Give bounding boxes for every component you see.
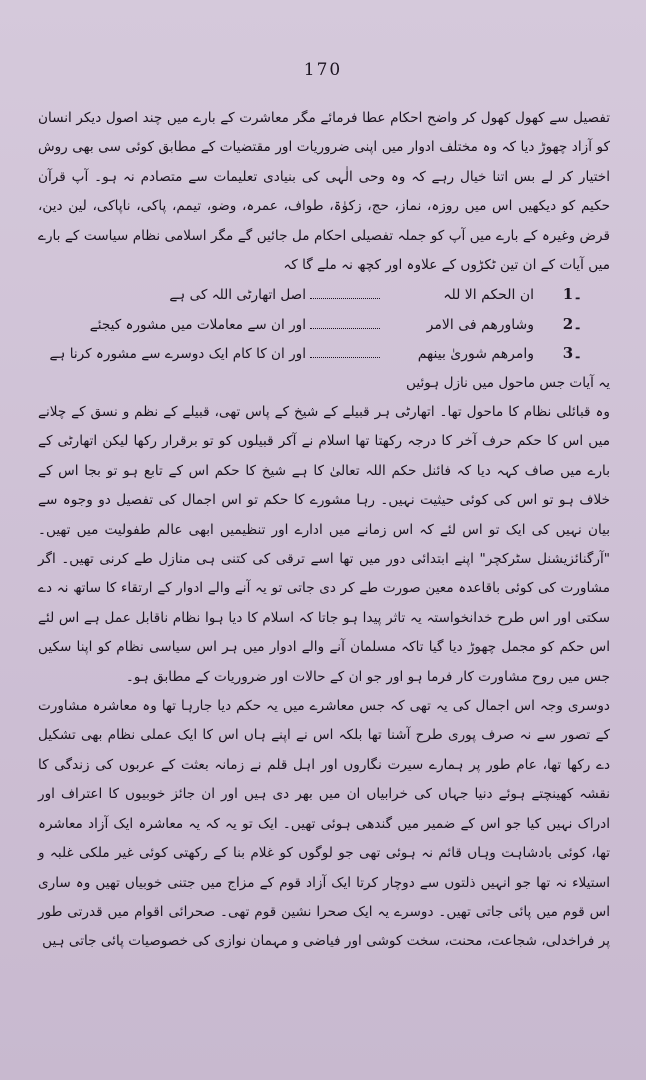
verse-meaning: اصل اتھارٹی اللہ کی ہے [169, 287, 306, 304]
verse-item-1 [38, 280, 610, 309]
verse-item-2 [38, 310, 610, 339]
verse-arabic: وامرھم شوریٰ بینھم [417, 346, 534, 363]
paragraph-intro: تفصیل سے کھول کھول کر واضح احکام عطا فرمائے مگر معاشرت کے بارے میں چند اصول دیکر انسان کو آزاد چھوڑ دیا کہ وہ مختلف ادوار میں اپنی ضروریات اور مقتضیات کے مطابق کوئی سی بھی روش اختیار کر لے بس اتنا خیال رہے کہ وہ وحی الٰہی کی بنیادی تعلیمات سے متصادم نہ ہو۔ آپ قرآن حکیم کو دیکھیں اس میں روزہ، نماز، حج، زکوٰۃ، طواف، عمرہ، وضو، تیمم، پاکی، ناپاکی، لین دین، قرض وغیرہ کے بارے میں آپ کو جملہ تفصیلی احکام مل جائیں گے مگر اسلامی نظام سیاست کے بارے میں آیات کے ان تین ٹکڑوں کے علاوہ اور کچھ نہ ملے گا کہ [38, 110, 610, 274]
verse-arabic: ان الحکم الا للہ [443, 287, 534, 304]
verse-number: 3۔ [562, 344, 582, 363]
verse-number: 1۔ [562, 285, 582, 304]
verse-number: 2۔ [562, 314, 582, 333]
page-body [38, 104, 610, 957]
verse-list [38, 280, 610, 368]
verses-caption: یہ آیات جس ماحول میں نازل ہوئیں [406, 374, 610, 391]
verse-arabic: وشاورھم فی الامر [426, 316, 534, 333]
dotted-leader [310, 297, 380, 299]
verse-item-3 [38, 339, 610, 368]
verse-meaning: اور ان کا کام ایک دوسرے سے مشورہ کرنا ہے [49, 346, 306, 363]
page-number: 170 [303, 60, 343, 80]
verse-meaning: اور ان سے معاملات میں مشورہ کیجئے [89, 316, 306, 333]
paragraph-second-reason: دوسری وجہ اس اجمال کی یہ تھی کہ جس معاشرے میں یہ حکم دیا جارہا تھا وہ معاشرہ مشاورت کے تصور سے نہ صرف پوری طرح آشنا تھا بلکہ اس نے اپنے ہاں اس کا ایک عملی نظام بھی تشکیل دے رکھا تھا، عام طور پر ہمارے سیرت نگاروں اور اہل قلم نے زمانہ بعثت کے عربوں کی زندگی کا نقشہ کھینچتے ہوئے دنیا جہاں کی خرابیاں ان میں بھر دی ہیں اور ان جائز خوبیوں کا اعتراف اور ادراک نہیں کیا جو اس کے ضمیر میں گندھی ہوئی تھیں۔ ایک تو یہ کہ یہ معاشرہ ایک آزاد معاشرہ تھا، کوئی بادشاہت وہاں قائم نہ ہوئی تھی جو لوگوں کو غلام بنا کے رکھتی کوئی غیر ملکی غلبہ و استیلاء نہ تھا جو انہیں ذلتوں سے دوچار کرتا ایک آزاد قوم کے مزاج میں جتنی خوبیاں تھیں وہ ساری اس قوم میں پائی جاتی تھیں۔ دوسرے یہ ایک صحرا نشین قوم تھی۔ صحرائی اقوام میں قدرتی طور پر فراخدلی، شجاعت، محنت، سخت کوشی اور فیاضی و مہمان نوازی کی خصوصیات پائی جاتی ہیں [38, 698, 610, 950]
dotted-leader [310, 356, 380, 358]
paragraph-tribal-system: وہ قبائلی نظام کا ماحول تھا۔ اتھارٹی ہر قبیلے کے شیخ کے پاس تھی، قبیلے کے نظم و نسق کے چلانے میں اس کا حکم حرف آخر کا درجہ رکھتا تھا اسلام نے آکر قبیلوں کو تو برقرار رکھا لیکن اتھارٹی کے بارے میں صاف کہہ دیا کہ فائنل حکم اللہ تعالیٰ کا ہے شیخ کا حکم اس کے تابع ہو تو بجا اس کے خلاف ہو تو اس کی کوئی حیثیت نہیں۔ رہا مشورے کا حکم تو اس اجمال کی تفصیل دو وجوہ سے بیان نہیں کی ایک تو اس لئے کہ اس زمانے میں ادارے اور تنظیمیں ابھی عالم طفولیت میں تھیں۔ "آرگنائزیشنل سٹرکچر" اپنے ابتدائی دور میں تھا اسے ترقی کی کتنی ہی منازل طے کرنی تھیں۔ اگر مشاورت کی کوئی باقاعدہ معین صورت طے کر دی جاتی تو یہ آنے والے ادوار کے ارتقاء کا ساتھ نہ دے سکتی اور اس طرح خدانخواستہ یہ تاثر پیدا ہو جاتا کہ اسلام کا دیا ہوا نظام ناقابل عمل ہے اس لئے اس حکم کو مجمل چھوڑ دیا گیا تاکہ مسلمان آنے والے ادوار میں ہر اس سیاسی نظام کو اپنا سکیں جس میں روح مشاورت کار فرما ہو اور جو ان کے حالات اور ضروریات کے مطابق ہو۔ [38, 404, 610, 685]
dotted-leader [310, 327, 380, 329]
